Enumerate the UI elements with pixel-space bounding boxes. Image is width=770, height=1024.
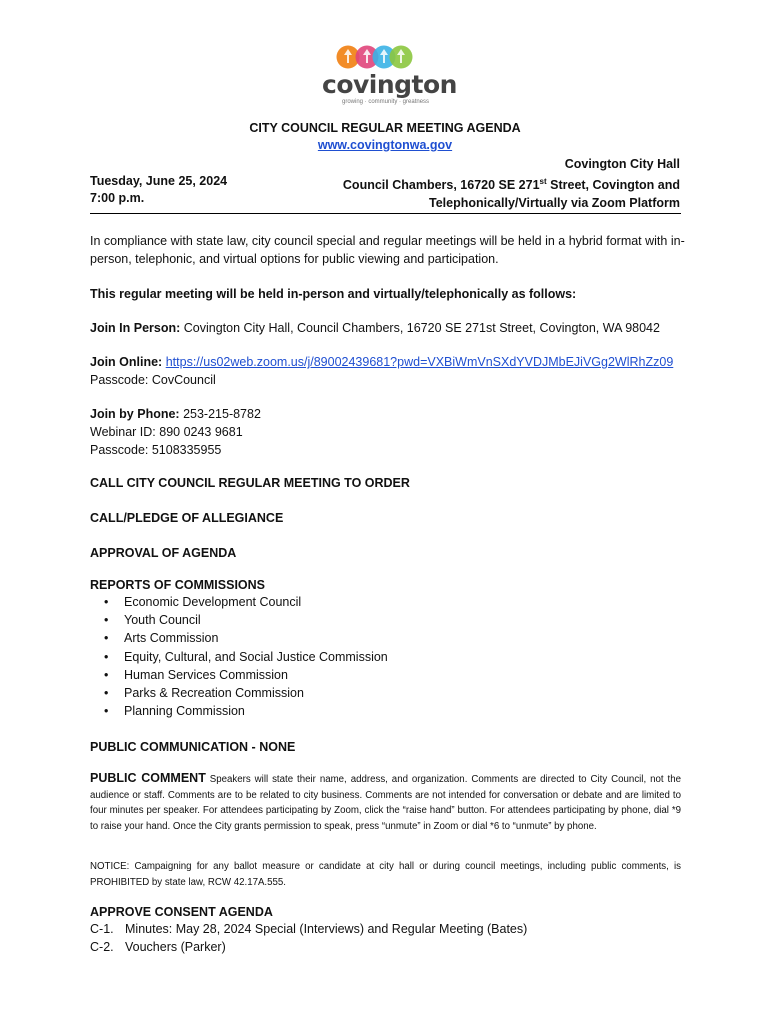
call-to-order-heading: CALL CITY COUNCIL REGULAR MEETING TO ORDER [90, 476, 410, 490]
logo-tagline: growing · community · greatness [342, 99, 430, 105]
list-item: • Economic Development Council [104, 593, 388, 611]
join-by-phone: Join by Phone: 253-215-8782 Webinar ID: 890 0243 9681 Passcode: 5108335955 [90, 405, 685, 459]
list-item: • Human Services Commission [104, 666, 388, 684]
public-communication-heading: PUBLIC COMMUNICATION - NONE [90, 740, 296, 754]
list-item: • Equity, Cultural, and Social Justice Commission [104, 648, 388, 666]
approval-heading: APPROVAL OF AGENDA [90, 546, 237, 560]
campaign-notice: NOTICE: Campaigning for any ballot measure or candidate at city hall or during council meetings, including public comments, is PROHIBITED by state law, RCW 42.17A.555. [90, 861, 681, 888]
meeting-location-block [343, 155, 680, 212]
intro-paragraph: In compliance with state law, city council special and regular meetings will be held in a hybrid format with in-person, telephonic, and virtual options for public viewing and participation. [90, 234, 685, 266]
consent-item: C-2. Vouchers (Parker) [90, 940, 226, 954]
held-as-heading: This regular meeting will be held in-person and virtually/telephonically as follows: [90, 287, 577, 301]
join-in-person: Join In Person: Covington City Hall, Council Chambers, 16720 SE 271st Street, Covington, WA 98042 [90, 321, 660, 335]
list-item: • Planning Commission [104, 702, 388, 720]
webinar-id: Webinar ID: 890 0243 9681 [90, 425, 243, 439]
covington-logo [318, 44, 457, 108]
consent-item: C-1. Minutes: May 28, 2024 Special (Interviews) and Regular Meeting (Bates) [90, 922, 528, 936]
location-line-2: Council Chambers, 16720 SE 271st Street, Covington and [342, 177, 680, 193]
meeting-date-block [90, 173, 227, 207]
logo-wordmark: covington [322, 70, 457, 99]
header-divider [90, 213, 681, 214]
consent-agenda-heading: APPROVE CONSENT AGENDA [90, 905, 273, 919]
phone-passcode: Passcode: 5108335955 [90, 443, 222, 457]
meeting-date: Tuesday, June 25, 2024 [90, 174, 228, 188]
public-comment-heading: PUBLIC COMMENT [90, 771, 206, 785]
zoom-meeting-link[interactable]: https://us02web.zoom.us/j/89002439681?pwd=VXBiWmVnSXdYVDJMbEJiVGg2WlRhZz09 [165, 355, 674, 369]
pledge-heading: CALL/PLEDGE OF ALLEGIANCE [90, 511, 284, 525]
list-item: • Parks & Recreation Commission [104, 684, 388, 702]
location-line-3: Telephonically/Virtually via Zoom Platform [429, 196, 680, 211]
join-online: Join Online: https://us02web.zoom.us/j/89002439681?pwd=VXBiWmVnSXdYVDJMbEJiVGg2WlRhZz09 Passcode: CovCouncil [90, 353, 685, 389]
location-line-1: Covington City Hall [564, 157, 680, 171]
meeting-time: 7:00 p.m. [90, 191, 145, 205]
public-comment-paragraph: PUBLIC COMMENT Speakers will state their name, address, and organization. Comments are directed to City Council, not the audience or staff. Comments are to be related to city business. Comments are not intended for conversation or debate and are limited to four minutes per speaker. For attendees participating by Zoom, click the “raise hand” button. For attendees participating by phone, dial *9 to raise your hand. Once the City grants permission to speak, press “unmute” in Zoom or dial *6 to “unmute” by phone. [90, 771, 681, 832]
page-title: CITY COUNCIL REGULAR MEETING AGENDA [249, 121, 521, 135]
commissions-list [104, 593, 388, 720]
online-passcode: Passcode: CovCouncil [90, 373, 216, 387]
website-link[interactable]: www.covingtonwa.gov [317, 138, 453, 152]
reports-heading: REPORTS OF COMMISSIONS [90, 578, 266, 592]
list-item: • Youth Council [104, 611, 388, 629]
list-item: • Arts Commission [104, 629, 388, 647]
